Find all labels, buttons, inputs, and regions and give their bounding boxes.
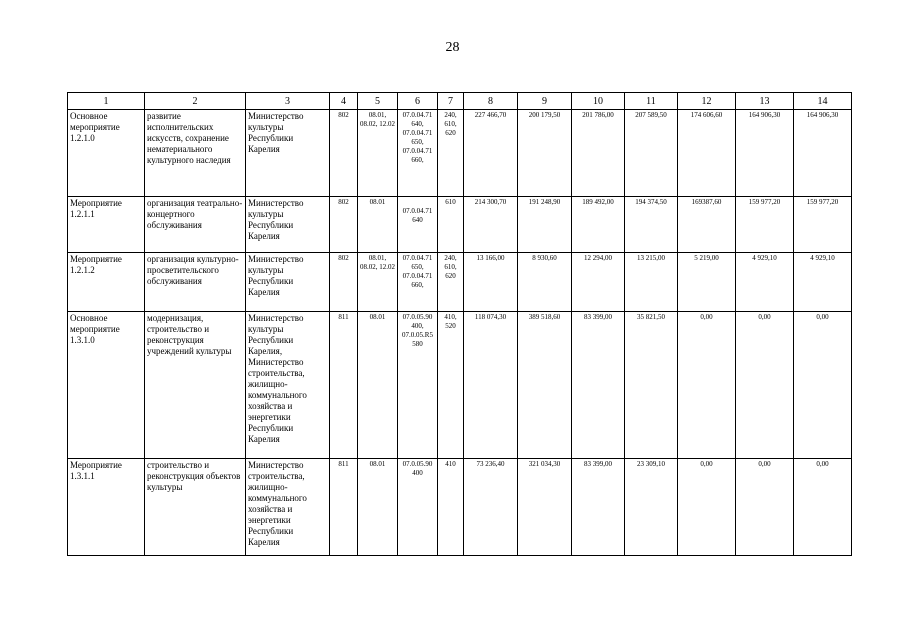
cell-c11: 35 821,50 [625,312,678,459]
cell-c13: 4 929,10 [736,253,794,312]
cell-c4: 802 [330,253,358,312]
cell-c13: 164 906,30 [736,110,794,197]
cell-c10: 201 786,00 [572,110,625,197]
cell-c8: 73 236,40 [464,459,518,556]
cell-c13: 0,00 [736,459,794,556]
table-row [68,110,852,197]
activity-description: строительство и реконструкция объектов культуры [145,459,246,556]
cell-c7: 240, 610, 620 [438,253,464,312]
cell-c7: 240, 610, 620 [438,110,464,197]
cell-c14: 159 977,20 [794,197,852,253]
cell-c6: 07.0.04.71 640 [398,197,438,253]
cell-c9: 200 179,50 [518,110,572,197]
cell-c13: 159 977,20 [736,197,794,253]
cell-c7: 410 [438,459,464,556]
cell-c8: 214 300,70 [464,197,518,253]
column-header: 5 [358,93,398,110]
cell-c11: 207 589,50 [625,110,678,197]
page-number: 28 [445,40,460,55]
cell-c10: 12 294,00 [572,253,625,312]
responsible-body: Министерство строительства, жилищно-коммунального хозяйства и энергетики Республики Карелия [246,459,330,556]
column-header: 7 [438,93,464,110]
column-header: 11 [625,93,678,110]
cell-c7: 610 [438,197,464,253]
cell-c14: 0,00 [794,459,852,556]
column-header: 4 [330,93,358,110]
activity-description: развитие исполнительских искусств, сохранение нематериального культурного наследия [145,110,246,197]
activity-name: Мероприятие 1.2.1.1 [68,197,145,253]
cell-c10: 189 492,00 [572,197,625,253]
cell-c12: 0,00 [678,312,736,459]
cell-c9: 8 930,60 [518,253,572,312]
column-header: 8 [464,93,518,110]
responsible-body: Министерство культуры Республики Карелия [246,197,330,253]
column-header: 13 [736,93,794,110]
activity-name: Мероприятие 1.2.1.2 [68,253,145,312]
cell-c4: 811 [330,459,358,556]
activity-description: модернизация, строительство и реконструкция учреждений культуры [145,312,246,459]
cell-c10: 83 399,00 [572,312,625,459]
column-header: 14 [794,93,852,110]
table-row [68,459,852,556]
cell-c11: 23 309,10 [625,459,678,556]
cell-c14: 4 929,10 [794,253,852,312]
cell-c9: 321 034,30 [518,459,572,556]
cell-c9: 389 518,60 [518,312,572,459]
cell-c5: 08.01, 08.02, 12.02 [358,110,398,197]
cell-c4: 802 [330,197,358,253]
cell-c12: 174 606,60 [678,110,736,197]
column-header: 9 [518,93,572,110]
cell-c8: 118 074,30 [464,312,518,459]
activity-name: Мероприятие 1.3.1.1 [68,459,145,556]
column-header: 12 [678,93,736,110]
cell-c5: 08.01 [358,312,398,459]
cell-c5: 08.01 [358,197,398,253]
table-row [68,197,852,253]
cell-c5: 08.01, 08.02, 12.02 [358,253,398,312]
cell-c12: 0,00 [678,459,736,556]
cell-c4: 811 [330,312,358,459]
cell-c11: 13 215,00 [625,253,678,312]
table-row [68,312,852,459]
cell-c8: 13 166,00 [464,253,518,312]
cell-c13: 0,00 [736,312,794,459]
column-header: 2 [145,93,246,110]
cell-c9: 191 248,90 [518,197,572,253]
cell-c8: 227 466,70 [464,110,518,197]
cell-c11: 194 374,50 [625,197,678,253]
responsible-body: Министерство культуры Республики Карелия, Министерство строительства, жилищно-коммунального хозяйства и энергетики Республики Карелия [246,312,330,459]
cell-c7: 410, 520 [438,312,464,459]
table-row [68,253,852,312]
cell-c4: 802 [330,110,358,197]
cell-c12: 5 219,00 [678,253,736,312]
column-header: 3 [246,93,330,110]
cell-c5: 08.01 [358,459,398,556]
cell-c6: 07.0.05.90 400 [398,459,438,556]
activity-description: организация культурно-просветительского обслуживания [145,253,246,312]
column-header: 10 [572,93,625,110]
table-header-row [68,93,852,110]
cell-c14: 164 906,30 [794,110,852,197]
cell-c6: 07.0.04.71 640, 07.0.04.71 650, 07.0.04.71 660, [398,110,438,197]
responsible-body: Министерство культуры Республики Карелия [246,253,330,312]
column-header: 1 [68,93,145,110]
cell-c10: 83 399,00 [572,459,625,556]
cell-c6: 07.0.04.71 650, 07.0.04.71 660, [398,253,438,312]
cell-c14: 0,00 [794,312,852,459]
cell-c12: 169387,60 [678,197,736,253]
budget-table [67,92,852,556]
column-header: 6 [398,93,438,110]
responsible-body: Министерство культуры Республики Карелия [246,110,330,197]
cell-c6: 07.0.05.90 400, 07.0.05.R5 580 [398,312,438,459]
activity-description: организация театрально-концертного обслуживания [145,197,246,253]
activity-name: Основное мероприятие 1.3.1.0 [68,312,145,459]
activity-name: Основное мероприятие 1.2.1.0 [68,110,145,197]
